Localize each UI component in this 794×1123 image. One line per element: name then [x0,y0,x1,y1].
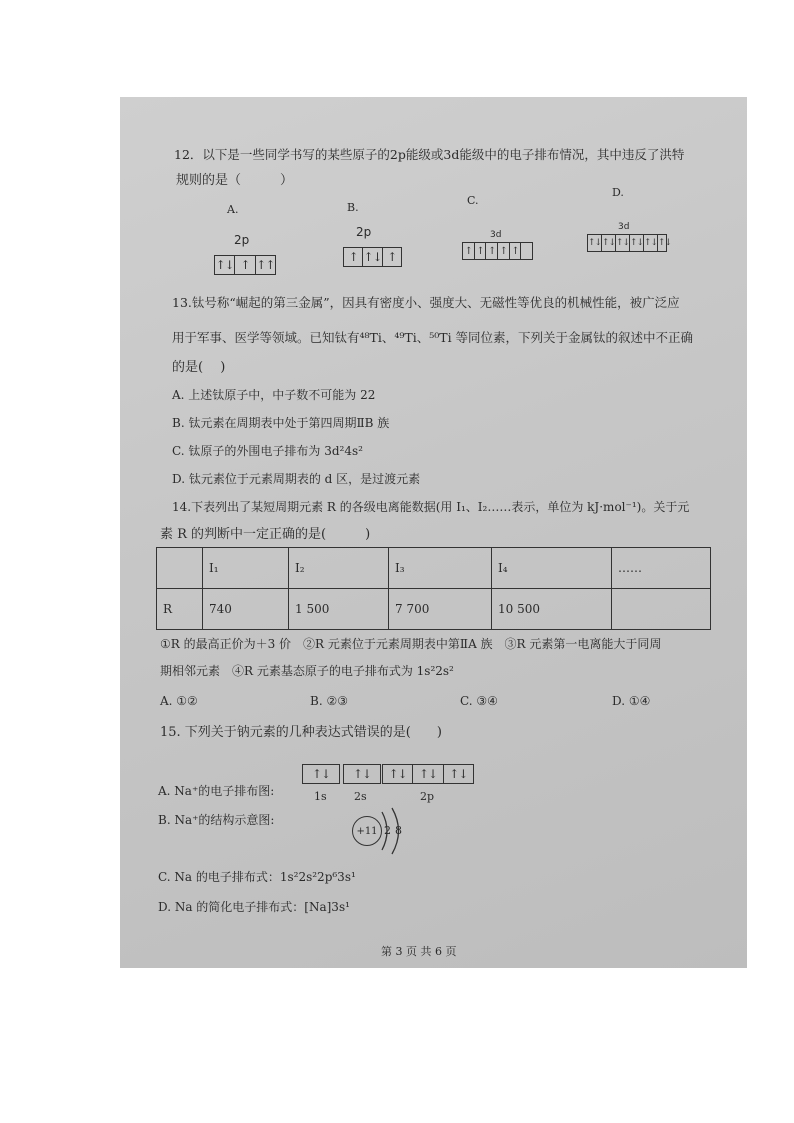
q15-option-d: D. Na 的简化电子排布式：[Na]3s¹ [158,900,350,914]
q13-option-a: A. 上述钛原子中，中子数不可能为 22 [172,388,376,402]
label-2s: 2s [354,790,367,803]
q13-line1: 13.钛号称“崛起的第三金属”，因具有密度小、强度大、无磁性等优良的机械性能，被广泛应 [172,295,680,310]
q14-line1: 14.下表列出了某短周期元素 R 的各级电离能数据(用 I₁、I₂……表示，单位为 kJ·mol⁻¹)。关于元 [172,500,690,514]
q15-option-b: B. Na⁺的结构示意图: [158,813,275,827]
orbital-box: ↑ [463,243,475,259]
nucleus-charge: +11 [356,825,378,837]
q12-line2: 规则的是（ ） [176,173,294,188]
table-header-row [157,548,711,589]
orbital-box: ↑↓ [383,765,413,783]
shell-1-count: 2 [384,824,391,837]
q14-option-b: B. ②③ [310,694,348,708]
q13-option-d: D. 钛元素位于元素周期表的 d 区，是过渡元素 [172,472,421,486]
q12-a-orbitals [214,255,276,275]
q12-option-a: A. [227,203,239,216]
table-row [157,589,711,630]
table-cell: 1 500 [289,589,389,630]
q12-a-label: 2p [234,233,250,247]
orbital-box [521,243,532,259]
q12-d-label: 3d [618,222,630,232]
q13-option-b: B. 钛元素在周期表中处于第四周期ⅡB 族 [172,416,390,430]
q12-b-orbitals [343,247,402,267]
q14-statements-line1: ①R 的最高正价为＋3 价 ②R 元素位于元素周期表中第ⅡA 族 ③R 元素第一电离能大于同周 [160,637,662,651]
orbital-box: ↑↓ [413,765,443,783]
table-header-cell: I₄ [492,548,612,589]
orbital-box: ↑ [235,256,255,274]
table-header-cell [157,548,203,589]
table-header-cell: …… [612,548,711,589]
orbital-box: ↑↓ [657,238,672,248]
table-header-cell: I₁ [203,548,289,589]
q12-c-label: 3d [490,230,502,240]
orbital-box: ↑ [387,250,397,264]
q14-option-a: A. ①② [160,694,198,708]
orbital-box: ↑↓ [602,235,616,251]
orbital-box: ↑↓ [616,235,630,251]
q15-option-c: C. Na 的电子排布式：1s²2s²2p⁶3s¹ [158,870,356,884]
orbital-box: ↑ [486,243,498,259]
q12-option-c: C. [467,194,479,207]
page-footer: 第 3 页 共 6 页 [381,945,457,958]
q12-c-orbitals [462,242,533,260]
table-header-cell: I₃ [389,548,492,589]
table-cell: 7 700 [389,589,492,630]
q12-option-b: B. [347,201,359,214]
orbital-box: ↑↓ [588,235,602,251]
q14-line2: 素 R 的判断中一定正确的是( ) [160,527,371,542]
q14-statements-line2: 期相邻元素 ④R 元素基态原子的电子排布式为 1s²2s² [160,664,454,678]
q12-b-label: 2p [356,225,372,239]
q13-line2: 用于军事、医学等领域。已知钛有⁴⁸Ti、⁴⁹Ti、⁵⁰Ti 等同位素，下列关于金属钛的叙述中不正确 [172,330,694,345]
orbital-box: ↑ [498,243,510,259]
shell-2-count: 8 [395,824,402,837]
ionization-energy-table [156,547,711,630]
orbital-box: ↑↓ [630,235,644,251]
label-1s: 1s [314,790,327,803]
orbital-box: ↑ [510,243,522,259]
orbital-box: ↑↓ [215,258,234,272]
q12-d-orbitals [587,234,672,252]
table-cell: 10 500 [492,589,612,630]
q12-option-d: D. [612,186,624,199]
orbital-box: ↑↓ [644,235,658,251]
q14-option-c: C. ③④ [460,694,498,708]
na-2p-orbitals [382,764,474,784]
label-2p: 2p [420,790,435,803]
table-header-cell: I₂ [289,548,389,589]
q13-line3: 的是( ) [172,360,226,375]
q15-option-a: A. Na⁺的电子排布图: [158,784,275,798]
orbital-box: ↑↓ [363,250,382,264]
table-cell [612,589,711,630]
q14-option-d: D. ①④ [612,694,651,708]
q13-option-c: C. 钛原子的外围电子排布为 3d²4s² [172,444,363,458]
na-1s-orbital [302,764,340,784]
q15-line1: 15. 下列关于钠元素的几种表达式错误的是( ) [160,725,442,740]
orbital-box: ↑↓ [449,767,468,781]
orbital-box: ↑ [344,248,363,266]
table-cell: 740 [203,589,289,630]
orbital-box: ↑↑ [256,258,275,272]
orbital-box: ↑↓ [311,767,331,781]
orbital-box: ↑↓ [352,767,372,781]
na-2s-orbital [343,764,381,784]
table-cell: R [157,589,203,630]
q12-line1: 12．以下是一些同学书写的某些原子的2p能级或3d能级中的电子排布情况，其中违反了洪特 [174,147,685,162]
orbital-box: ↑ [475,243,487,259]
